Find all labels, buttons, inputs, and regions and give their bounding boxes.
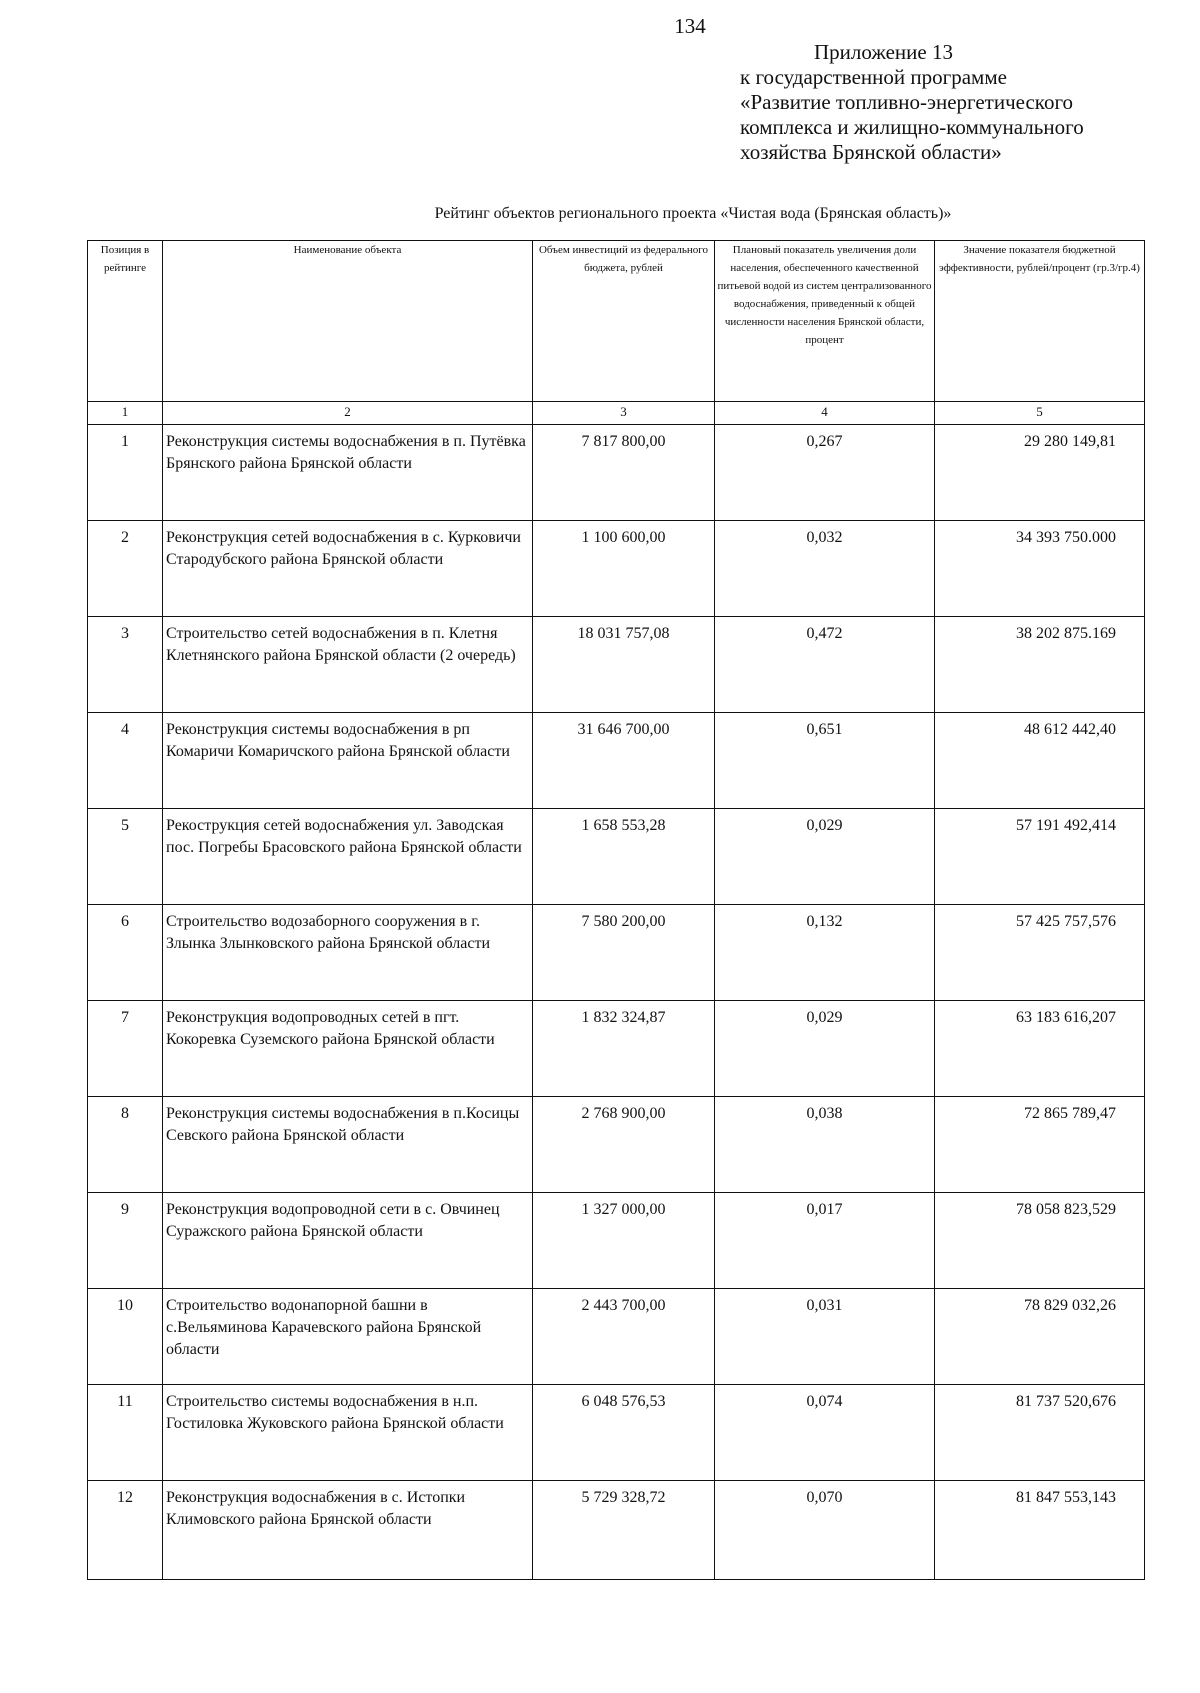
- rating-table: [87, 240, 1145, 1580]
- cell-position: 5: [88, 809, 163, 905]
- cell-investment: 2 443 700,00: [533, 1289, 715, 1385]
- cell-investment: 5 729 328,72: [533, 1481, 715, 1580]
- column-number: 5: [935, 402, 1145, 425]
- cell-indicator: 0,074: [715, 1385, 935, 1481]
- cell-position: 1: [88, 425, 163, 521]
- table-row: [88, 1385, 1145, 1481]
- header-position: Позиция в рейтинге: [88, 241, 163, 402]
- header-indicator: Плановый показатель увеличения доли населения, обеспеченного качественной питьевой водой из систем централизованного водоснабжения, приведенный к общей численности населения Брянской области, процент: [715, 241, 935, 402]
- table-row: [88, 1481, 1145, 1580]
- cell-position: 10: [88, 1289, 163, 1385]
- cell-indicator: 0,017: [715, 1193, 935, 1289]
- table-row: [88, 521, 1145, 617]
- cell-indicator: 0,070: [715, 1481, 935, 1580]
- appendix-block: [740, 40, 1084, 165]
- column-numbers-row: [88, 402, 1145, 425]
- appendix-line: комплекса и жилищно-коммунального: [740, 115, 1084, 139]
- cell-position: 11: [88, 1385, 163, 1481]
- cell-investment: 1 832 324,87: [533, 1001, 715, 1097]
- cell-investment: 1 658 553,28: [533, 809, 715, 905]
- table-row: [88, 1097, 1145, 1193]
- cell-investment: 6 048 576,53: [533, 1385, 715, 1481]
- cell-efficiency: 81 737 520,676: [935, 1385, 1145, 1481]
- cell-efficiency: 78 058 823,529: [935, 1193, 1145, 1289]
- cell-object-name: Реконструкция водопроводных сетей в пгт. Кокоревка Суземского района Брянской области: [163, 1001, 533, 1097]
- table-row: [88, 617, 1145, 713]
- cell-object-name: Реконструкция системы водоснабжения в рп Комаричи Комаричского района Брянской области: [163, 713, 533, 809]
- cell-efficiency: 48 612 442,40: [935, 713, 1145, 809]
- cell-investment: 31 646 700,00: [533, 713, 715, 809]
- cell-object-name: Строительство системы водоснабжения в н.п. Гостиловка Жуковского района Брянской области: [163, 1385, 533, 1481]
- cell-efficiency: 81 847 553,143: [935, 1481, 1145, 1580]
- cell-indicator: 0,029: [715, 1001, 935, 1097]
- appendix-line: к государственной программе: [740, 65, 1007, 89]
- cell-position: 8: [88, 1097, 163, 1193]
- cell-object-name: Реконструкция системы водоснабжения в п. Путёвка Брянского района Брянской области: [163, 425, 533, 521]
- table-row: [88, 425, 1145, 521]
- table-row: [88, 809, 1145, 905]
- cell-indicator: 0,031: [715, 1289, 935, 1385]
- cell-efficiency: 57 191 492,414: [935, 809, 1145, 905]
- cell-efficiency: 34 393 750.000: [935, 521, 1145, 617]
- header-investment: Объем инвестиций из федерального бюджета, рублей: [533, 241, 715, 402]
- column-number: 3: [533, 402, 715, 425]
- cell-investment: 1 100 600,00: [533, 521, 715, 617]
- cell-object-name: Рекострукция сетей водоснабжения ул. Заводская пос. Погребы Брасовского района Брянской области: [163, 809, 533, 905]
- header-name: Наименование объекта: [163, 241, 533, 402]
- table-row: [88, 1289, 1145, 1385]
- cell-object-name: Реконструкция водопроводной сети в с. Овчинец Суражского района Брянской области: [163, 1193, 533, 1289]
- cell-position: 6: [88, 905, 163, 1001]
- table-row: [88, 1001, 1145, 1097]
- cell-object-name: Строительство сетей водоснабжения в п. Клетня Клетнянского района Брянской области (2 очередь): [163, 617, 533, 713]
- cell-efficiency: 78 829 032,26: [935, 1289, 1145, 1385]
- cell-object-name: Реконструкция системы водоснабжения в п.Косицы Севского района Брянской области: [163, 1097, 533, 1193]
- cell-object-name: Реконструкция сетей водоснабжения в с. Курковичи Стародубского района Брянской области: [163, 521, 533, 617]
- cell-efficiency: 72 865 789,47: [935, 1097, 1145, 1193]
- cell-position: 4: [88, 713, 163, 809]
- column-number: 2: [163, 402, 533, 425]
- page-number: 134: [674, 14, 706, 38]
- cell-investment: 2 768 900,00: [533, 1097, 715, 1193]
- cell-indicator: 0,472: [715, 617, 935, 713]
- header-efficiency: Значение показателя бюджетной эффективности, рублей/процент (гр.3/гр.4): [935, 241, 1145, 402]
- column-number: 1: [88, 402, 163, 425]
- table-row: [88, 713, 1145, 809]
- cell-indicator: 0,038: [715, 1097, 935, 1193]
- cell-indicator: 0,267: [715, 425, 935, 521]
- table-header-row: [88, 241, 1145, 402]
- cell-position: 3: [88, 617, 163, 713]
- cell-investment: 7 817 800,00: [533, 425, 715, 521]
- cell-position: 12: [88, 1481, 163, 1580]
- appendix-line: хозяйства Брянской области»: [740, 140, 1002, 164]
- cell-efficiency: 63 183 616,207: [935, 1001, 1145, 1097]
- cell-object-name: Строительство водонапорной башни в с.Вельяминова Карачевского района Брянской области: [163, 1289, 533, 1385]
- document-title: Рейтинг объектов регионального проекта «Чистая вода (Брянская область)»: [434, 205, 952, 222]
- cell-position: 9: [88, 1193, 163, 1289]
- cell-indicator: 0,029: [715, 809, 935, 905]
- cell-position: 7: [88, 1001, 163, 1097]
- column-number: 4: [715, 402, 935, 425]
- appendix-title: Приложение 13: [814, 40, 953, 64]
- cell-object-name: Реконструкция водоснабжения в с. Истопки Климовского района Брянской области: [163, 1481, 533, 1580]
- cell-efficiency: 29 280 149,81: [935, 425, 1145, 521]
- cell-efficiency: 57 425 757,576: [935, 905, 1145, 1001]
- table-row: [88, 905, 1145, 1001]
- cell-investment: 7 580 200,00: [533, 905, 715, 1001]
- cell-object-name: Строительство водозаборного сооружения в г. Злынка Злынковского района Брянской области: [163, 905, 533, 1001]
- cell-indicator: 0,032: [715, 521, 935, 617]
- cell-indicator: 0,132: [715, 905, 935, 1001]
- cell-indicator: 0,651: [715, 713, 935, 809]
- appendix-line: «Развитие топливно-энергетического: [740, 90, 1074, 114]
- table-row: [88, 1193, 1145, 1289]
- cell-position: 2: [88, 521, 163, 617]
- cell-investment: 18 031 757,08: [533, 617, 715, 713]
- cell-investment: 1 327 000,00: [533, 1193, 715, 1289]
- cell-efficiency: 38 202 875.169: [935, 617, 1145, 713]
